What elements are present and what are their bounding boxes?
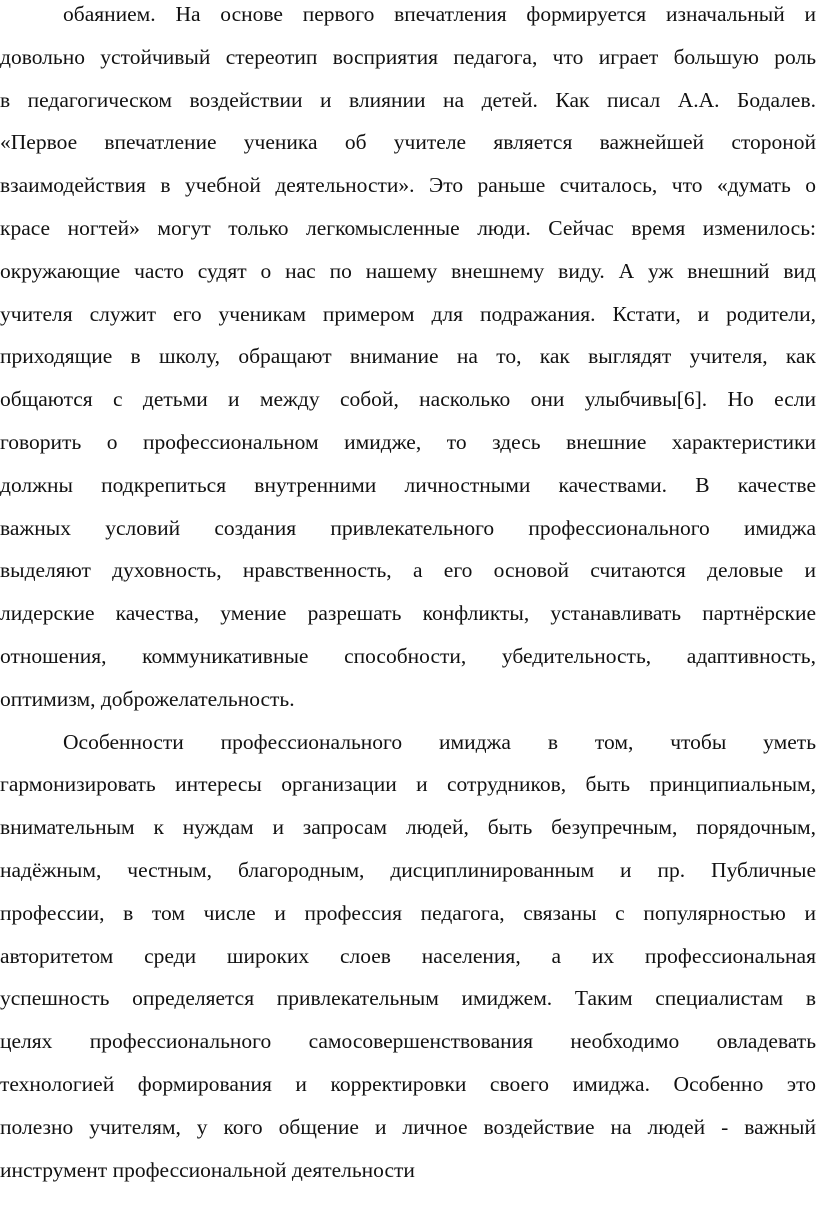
text-line: надёжным, честным, благородным, дисциплинированным и пр. Публичные xyxy=(0,858,816,882)
text-line: обаянием. На основе первого впечатления формируется изначальный и xyxy=(63,2,816,26)
text-line: инструмент профессиональной деятельности xyxy=(0,1158,415,1182)
text-line: приходящие в школу, обращают внимание на то, как выглядят учителя, как xyxy=(0,344,816,368)
text-line: в педагогическом воздействии и влиянии на детей. Как писал А.А. Бодалев. xyxy=(0,88,816,112)
text-line: важных условий создания привлекательного профессионального имиджа xyxy=(0,516,816,540)
text-line: учителя служит его ученикам примером для подражания. Кстати, и родители, xyxy=(0,302,816,326)
text-line: взаимодействия в учебной деятельности». Это раньше считалось, что «думать о xyxy=(0,173,816,197)
text-line: целях профессионального самосовершенствования необходимо овладевать xyxy=(0,1029,816,1053)
text-line: полезно учителям, у кого общение и личное воздействие на людей - важный xyxy=(0,1115,816,1139)
text-line: технологией формирования и корректировки своего имиджа. Особенно это xyxy=(0,1072,816,1096)
text-line: окружающие часто судят о нас по нашему внешнему виду. А уж внешний вид xyxy=(0,259,816,283)
text-line: должны подкрепиться внутренними личностными качествами. В качестве xyxy=(0,473,816,497)
text-line: довольно устойчивый стереотип восприятия педагога, что играет большую роль xyxy=(0,45,816,69)
text-line: авторитетом среди широких слоев населения, а их профессиональная xyxy=(0,944,816,968)
text-line: общаются с детьми и между собой, насколько они улыбчивы[6]. Но если xyxy=(0,387,816,411)
text-line: отношения, коммуникативные способности, убедительность, адаптивность, xyxy=(0,644,816,668)
text-line: выделяют духовность, нравственность, а его основой считаются деловые и xyxy=(0,558,816,582)
text-line: успешность определяется привлекательным имиджем. Таким специалистам в xyxy=(0,986,816,1010)
text-line: лидерские качества, умение разрешать конфликты, устанавливать партнёрские xyxy=(0,601,816,625)
text-line: красе ногтей» могут только легкомысленные люди. Сейчас время изменилось: xyxy=(0,216,816,240)
text-line: оптимизм, доброжелательность. xyxy=(0,687,295,711)
text-line: профессии, в том числе и профессия педагога, связаны с популярностью и xyxy=(0,901,816,925)
text-line: гармонизировать интересы организации и сотрудников, быть принципиальным, xyxy=(0,772,816,796)
text-line: Особенности профессионального имиджа в том, чтобы уметь xyxy=(63,730,816,754)
text-line: «Первое впечатление ученика об учителе является важнейшей стороной xyxy=(0,130,816,154)
text-line: внимательным к нуждам и запросам людей, быть безупречным, порядочным, xyxy=(0,815,816,839)
text-line: говорить о профессиональном имидже, то здесь внешние характеристики xyxy=(0,430,816,454)
